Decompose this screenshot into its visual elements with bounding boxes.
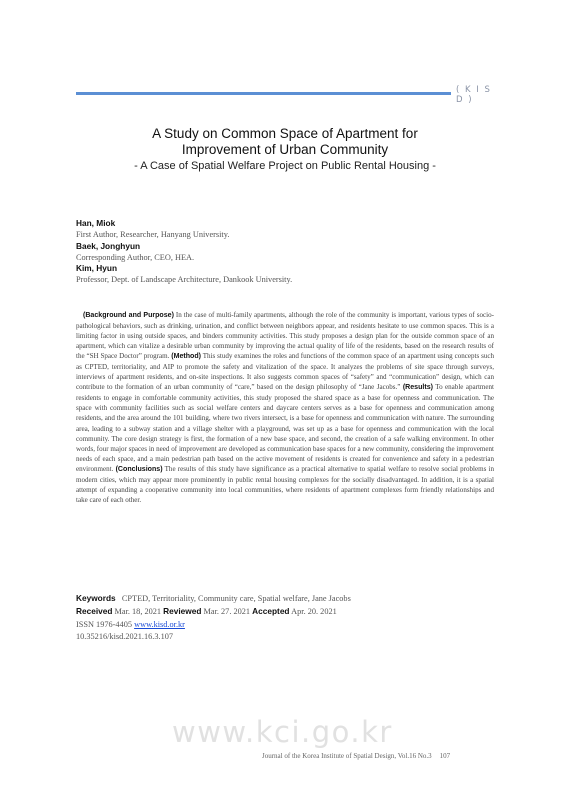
author-affiliation: Professor, Dept. of Landscape Architecture, Dankook University.	[76, 275, 293, 285]
background-text: In the case of multi-family apartments, although the role of the community is important, various types of socio-pathological behaviors, such as drinking, urination, and conflict between neighbors appear, and residents hesitate to use common spaces. This is a limiting factor in using outside spaces, and binders community activities. This study proposes a design plan for the outside common space of an apartment, which can vitalize a desirable urban community by improving the actual quality of life of the residents, based on the research results of the “SH Space Doctor” program.	[76, 311, 494, 361]
received-label: Received	[76, 606, 113, 617]
header-rule	[76, 92, 451, 95]
abstract	[76, 310, 494, 505]
title-block	[76, 126, 494, 174]
reviewed-label: Reviewed	[163, 606, 202, 617]
conclusions-label: (Conclusions)	[115, 465, 163, 473]
paper-title-line-2: Improvement of Urban Community	[181, 142, 389, 157]
watermark: www.kci.go.kr	[172, 715, 393, 749]
article-meta	[76, 592, 351, 643]
method-text: This study examines the roles and functions of the common space of an apartment using concepts such as CPTED, territoriality, and AIP to promote the safety and vitalization of the space. It analyzes the problems of site space through surveys, interviews of apartment residents, and on-site inspections. It also suggests common spaces of “safety” and “communication” design, which can contribute to the formation of an urban community of “care,” based on the design philosophy of “Jane Jacobs.”	[76, 352, 495, 392]
kisd-logo: ( K I S D )	[456, 85, 492, 105]
journal-name: Journal of the Korea Institute of Spatial Design, Vol.16 No.3	[262, 752, 432, 760]
issn-line	[76, 619, 351, 631]
author-affiliation: First Author, Researcher, Hanyang University.	[76, 230, 230, 240]
accepted-date: Apr. 20. 2021	[291, 607, 337, 617]
accepted-label: Accepted	[252, 606, 290, 617]
results-label: (Results)	[402, 384, 433, 392]
paper-title-line-1: A Study on Common Space of Apartment for	[152, 126, 418, 141]
author-list	[76, 218, 292, 286]
author-affiliation: Corresponding Author, CEO, HEA.	[76, 252, 195, 262]
author-name: Baek, Jonghyun	[76, 240, 141, 251]
keywords-value: CPTED, Territoriality, Community care, Spatial welfare, Jane Jacobs	[121, 594, 351, 603]
conclusions-text: The results of this study have significance as a practical alternative to spatial welfare to resolve social problems in modern cities, which may appear more prominently in public rental housing complexes for the socially disadvantaged. In addition, it is a spatial attempt of expanding a cooperative community into local communities, where residents of apartment complexes form friendly relationships and take care of each other.	[76, 464, 494, 504]
keywords-label: Keywords	[76, 593, 116, 603]
reviewed-date: Mar. 27. 2021	[203, 607, 251, 617]
background-label: (Background and Purpose)	[83, 312, 174, 319]
received-date: Mar. 18, 2021	[114, 607, 162, 617]
page-number: 107	[439, 752, 451, 760]
issn-text: ISSN 1976-4405	[76, 619, 133, 629]
author-name: Han, Miok	[76, 218, 116, 228]
results-text: To enable apartment residents to engage in comfortable community activities, this study proposed the shared space as a base for openness and communication. The space with community facilities such as social welfare centers and daycare centers serves as a base for openness and communication among residents, and the area around the 101 building, where two rivers intersect, is a base for openness and communication with nature. The surrounding area, leading to a subway station and a village shelter with a playground, was set up as a base for openness and communication with the local community. The core design strategy is first, the formation of a new base space, and second, the creation of a safe walking environment. In other words, four major spaces in need of improvement are developed as communication base spaces for a new community, considering the improvement needs of each space, and a main pedestrian path based on the active movement of residents is created for convenience and safety in a pedestrian environment.	[76, 383, 494, 473]
method-label: (Method)	[171, 353, 201, 361]
keywords-line	[76, 592, 351, 605]
dates-line	[76, 605, 351, 618]
author-name: Kim, Hyun	[76, 263, 118, 274]
page-footer	[262, 752, 450, 760]
paper-subtitle: - A Case of Spatial Welfare Project on Public Rental Housing -	[134, 160, 436, 172]
doi: 10.35216/kisd.2021.16.3.107	[76, 631, 174, 641]
journal-link[interactable]: www.kisd.or.kr	[134, 619, 185, 629]
